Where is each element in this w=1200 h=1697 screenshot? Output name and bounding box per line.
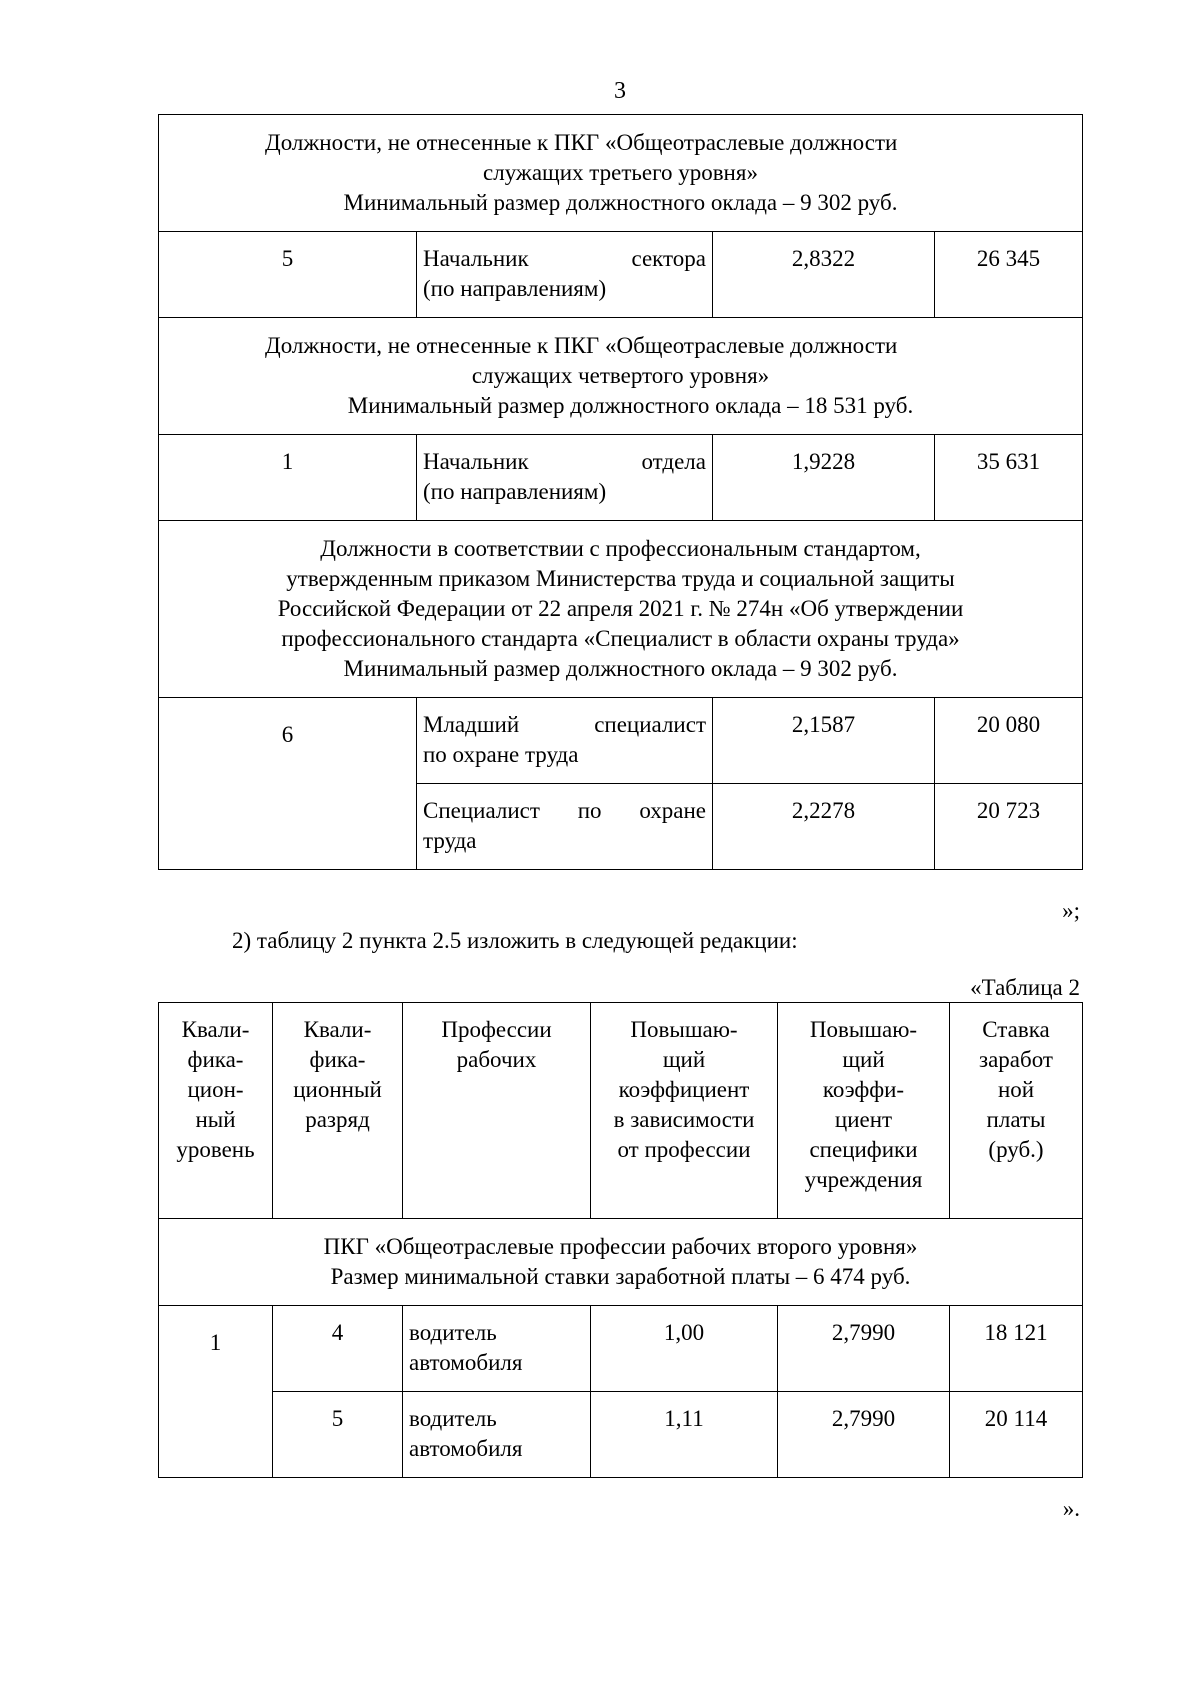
closing-quote-semicolon: »;	[1062, 898, 1080, 923]
header-qualification-grade	[273, 1003, 403, 1219]
salary-cell: 26 345	[935, 232, 1083, 318]
group-title-line: Должности, не отнесенные к ПКГ «Общеотраслевые должности	[265, 333, 898, 358]
profession-cell	[403, 1392, 591, 1478]
salary-cell: 20 080	[935, 698, 1083, 784]
group-title-line: Российской Федерации от 22 апреля 2021 г. № 274н «Об утверждении	[277, 596, 964, 621]
group-min-salary: Минимальный размер должностного оклада – 9 302 руб.	[343, 190, 898, 215]
table-row	[159, 435, 1083, 521]
header-line: щий	[842, 1047, 885, 1072]
salary-cell: 35 631	[935, 435, 1083, 521]
group-min-rate: Размер минимальной ставки заработной платы – 6 474 руб.	[330, 1264, 911, 1289]
coefficient-cell: 2,8322	[713, 232, 935, 318]
header-line: щий	[662, 1047, 706, 1072]
table-row-group-header	[159, 521, 1083, 698]
institution-coefficient-cell: 2,7990	[778, 1306, 950, 1392]
table-row	[159, 232, 1083, 318]
table-header-row	[159, 1003, 1083, 1219]
position-title-cell	[417, 232, 713, 318]
header-line: ный	[195, 1107, 236, 1132]
profession-coefficient-cell: 1,00	[591, 1306, 778, 1392]
table-row	[159, 698, 1083, 784]
wage-rate-cell: 18 121	[950, 1306, 1083, 1392]
header-line: Повышаю-	[809, 1017, 918, 1042]
header-line: коэффи-	[822, 1077, 905, 1102]
header-line: заработ	[979, 1047, 1053, 1072]
qualification-level-cell: 6	[159, 698, 417, 870]
qualification-level-cell: 1	[159, 1306, 273, 1478]
profession-line: автомобиля	[409, 1436, 523, 1461]
profession-line: водитель	[409, 1406, 497, 1431]
qualification-level-cell: 5	[159, 232, 417, 318]
group-min-salary: Минимальный размер должностного оклада – 9 302 руб.	[343, 656, 898, 681]
table-row	[159, 1392, 1083, 1478]
profession-line: водитель	[409, 1320, 497, 1345]
position-title-line: Начальник сектора	[423, 246, 706, 271]
header-line: Ставка	[982, 1017, 1050, 1042]
position-title-line: труда	[423, 828, 477, 853]
coefficient-cell: 2,1587	[713, 698, 935, 784]
header-line: уровень	[176, 1137, 255, 1162]
header-line: специфики	[809, 1137, 918, 1162]
header-line: Квали-	[181, 1017, 250, 1042]
header-line: в зависимости	[613, 1107, 755, 1132]
institution-coefficient-cell: 2,7990	[778, 1392, 950, 1478]
header-line: коэффициент	[618, 1077, 750, 1102]
group-title-line: профессионального стандарта «Специалист в области охраны труда»	[281, 626, 960, 651]
header-line: (руб.)	[988, 1137, 1044, 1162]
group-title-line: служащих третьего уровня»	[483, 160, 758, 185]
profession-line: автомобиля	[409, 1350, 523, 1375]
header-line: фика-	[187, 1047, 244, 1072]
header-line: цион-	[187, 1077, 244, 1102]
profession-cell	[403, 1306, 591, 1392]
table-row-group-header	[159, 318, 1083, 435]
header-professions	[403, 1003, 591, 1219]
coefficient-cell: 2,2278	[713, 784, 935, 870]
amendment-paragraph: 2) таблицу 2 пункта 2.5 изложить в следующей редакции:	[232, 928, 798, 953]
salary-cell: 20 723	[935, 784, 1083, 870]
position-title-cell	[417, 698, 713, 784]
header-line: разряд	[305, 1107, 370, 1132]
position-title-line: (по направлениям)	[423, 479, 607, 504]
header-wage-rate	[950, 1003, 1083, 1219]
position-title-line: Специалист по охране	[423, 798, 706, 823]
coefficient-cell: 1,9228	[713, 435, 935, 521]
table-row-group-header	[159, 1219, 1083, 1306]
grade-cell: 5	[273, 1392, 403, 1478]
header-qualification-level	[159, 1003, 273, 1219]
header-institution-coefficient	[778, 1003, 950, 1219]
page-number: 3	[614, 78, 626, 104]
header-profession-coefficient	[591, 1003, 778, 1219]
position-title-line: Начальник отдела	[423, 449, 706, 474]
table-caption: «Таблица 2	[970, 975, 1080, 1000]
profession-coefficient-cell: 1,11	[591, 1392, 778, 1478]
closing-quote-period: ».	[1062, 1496, 1080, 1521]
header-line: рабочих	[456, 1047, 537, 1072]
header-line: ционный	[293, 1077, 382, 1102]
group-title-line: служащих четвертого уровня»	[471, 363, 770, 388]
group-title-line: утвержденным приказом Министерства труда и социальной защиты	[286, 566, 955, 591]
position-title-cell	[417, 784, 713, 870]
salary-table-positions	[158, 114, 1083, 870]
header-line: Квали-	[303, 1017, 372, 1042]
grade-cell: 4	[273, 1306, 403, 1392]
position-title-line: (по направлениям)	[423, 276, 607, 301]
qualification-level-cell: 1	[159, 435, 417, 521]
group-title-line: ПКГ «Общеотраслевые профессии рабочих второго уровня»	[323, 1234, 918, 1259]
table-row-group-header	[159, 115, 1083, 232]
wage-rate-cell: 20 114	[950, 1392, 1083, 1478]
header-line: платы	[986, 1107, 1046, 1132]
position-title-line: по охране труда	[423, 742, 579, 767]
group-min-salary: Минимальный размер должностного оклада – 18 531 руб.	[347, 393, 914, 418]
header-line: Профессии	[441, 1017, 552, 1042]
group-title-line: Должности, не отнесенные к ПКГ «Общеотраслевые должности	[265, 130, 898, 155]
header-line: от профессии	[617, 1137, 751, 1162]
header-line: фика-	[309, 1047, 366, 1072]
table-row	[159, 1306, 1083, 1392]
header-line: циент	[834, 1107, 893, 1132]
position-title-line: Младший специалист	[423, 712, 706, 737]
header-line: ной	[997, 1077, 1035, 1102]
header-line: учреждения	[804, 1167, 923, 1192]
wage-rate-table-workers	[158, 1002, 1083, 1478]
position-title-cell	[417, 435, 713, 521]
header-line: Повышаю-	[630, 1017, 738, 1042]
group-title-line: Должности в соответствии с профессиональным стандартом,	[320, 536, 921, 561]
